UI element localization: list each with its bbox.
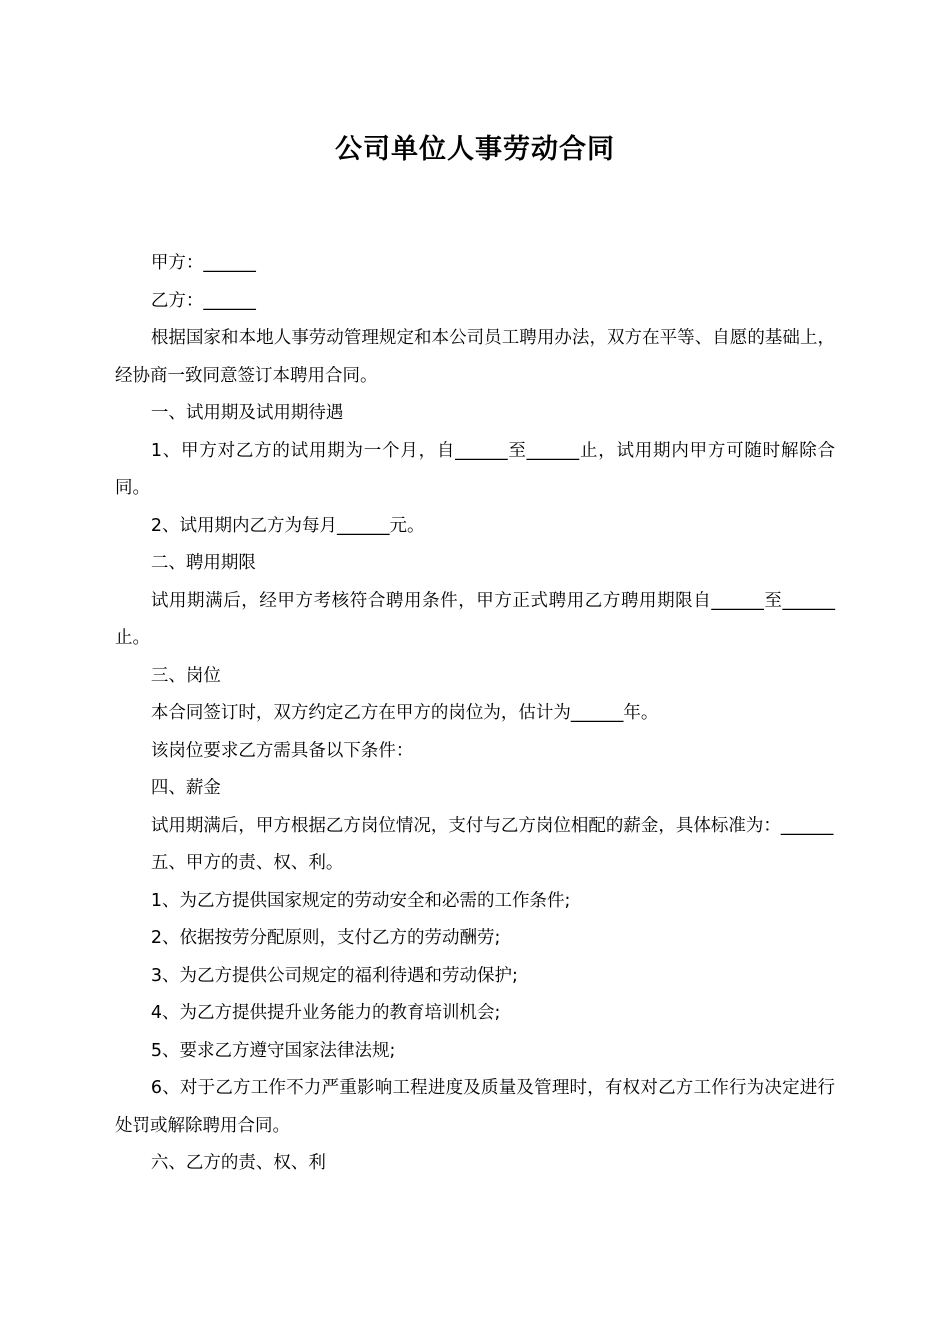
clause-party-a-item: 6、对于乙方工作不力严重影响工程进度及质量及管理时，有权对乙方工作行为决定进行处罚或解除聘用合同。 [115, 1078, 835, 1136]
section-heading-party-b-duties: 六、乙方的责、权、利 [150, 1153, 326, 1173]
party-b-line: 乙方：______ [150, 290, 256, 311]
party-a-line: 甲方：______ [150, 253, 256, 273]
clause-party-a-item: 1、为乙方提供国家规定的劳动安全和必需的工作条件; [150, 890, 571, 911]
clause-position: 本合同签订时，双方约定乙方在甲方的岗位为，估计为______年。 [150, 703, 659, 723]
clause-employment-term: 试用期满后，经甲方考核符合聘用条件，甲方正式聘用乙方聘用期限自______至______止。 [115, 590, 835, 648]
clause-party-a-item: 2、依据按劳分配原则，支付乙方的劳动酬劳; [150, 928, 501, 948]
document-title: 公司单位人事劳动合同 [335, 134, 615, 165]
clause-party-a-item: 5、要求乙方遵守国家法律法规; [150, 1040, 396, 1061]
clause-party-a-item: 3、为乙方提供公司规定的福利待遇和劳动保护; [150, 965, 518, 986]
section-heading-salary: 四、薪金 [150, 778, 221, 798]
preamble-paragraph: 根据国家和本地人事劳动管理规定和本公司员工聘用办法，双方在平等、自愿的基础上，经协商一致同意签订本聘用合同。 [115, 328, 835, 386]
section-heading-term: 二、聘用期限 [150, 553, 256, 573]
section-heading-position: 三、岗位 [150, 665, 221, 686]
section-heading-party-a-duties: 五、甲方的责、权、利。 [150, 853, 344, 873]
clause-salary: 试用期满后，甲方根据乙方岗位情况，支付与乙方岗位相配的薪金，具体标准为：______ [150, 815, 834, 836]
clause-party-a-item: 4、为乙方提供提升业务能力的教育培训机会; [150, 1003, 501, 1023]
clause-position-requirements: 该岗位要求乙方需具备以下条件： [150, 740, 414, 761]
clause-probation-pay: 2、试用期内乙方为每月______元。 [150, 515, 425, 536]
document-body [115, 245, 835, 1183]
clause-probation-period: 1、甲方对乙方的试用期为一个月，自______至______止，试用期内甲方可随时解除合同。 [115, 440, 835, 498]
section-heading-probation: 一、试用期及试用期待遇 [150, 403, 344, 423]
